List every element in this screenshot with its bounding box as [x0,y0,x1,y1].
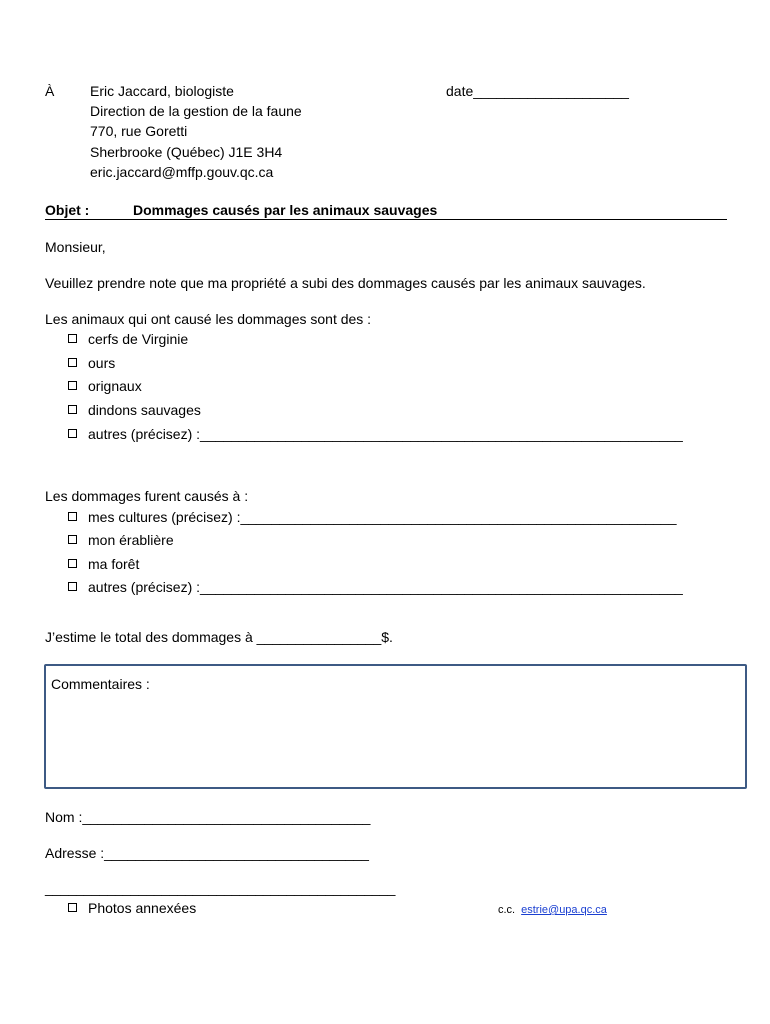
checkbox-icon[interactable] [68,903,77,912]
checkbox-icon[interactable] [68,405,77,414]
checklist-label: cerfs de Virginie [88,331,189,347]
address-line: 770, rue Goretti [90,123,188,139]
address-line: Sherbrooke (Québec) J1E 3H4 [90,144,283,160]
subject-text: Dommages causés par les animaux sauvages [133,202,438,218]
checklist-label: autres (précisez) :______________________________________________________________ [88,426,683,442]
checklist-item[interactable] [68,376,142,396]
checkbox-icon[interactable] [68,512,77,521]
checklist-label: dindons sauvages [88,402,201,418]
checklist-label: mon érablière [88,532,174,548]
checklist-label: ours [88,355,116,371]
intro-paragraph: Veuillez prendre note que ma propriété a subi des dommages causés par les animaux sauvages. [45,275,646,291]
comments-label: Commentaires : [51,676,150,692]
checklist-label: orignaux [88,378,142,394]
checklist-item[interactable] [68,507,677,527]
address-field[interactable]: Adresse :__________________________________ [45,845,369,861]
checklist-item[interactable] [68,530,174,550]
checklist-label: autres (précisez) :______________________________________________________________ [88,579,683,595]
checkbox-icon[interactable] [68,582,77,591]
extra-field-line[interactable]: _____________________________________________ [45,880,396,896]
subject-label: Objet : [45,202,90,218]
cc-email-link[interactable]: estrie@upa.qc.ca [521,904,607,916]
checkbox-icon[interactable] [68,429,77,438]
checklist-item[interactable] [68,400,201,420]
address-line: eric.jaccard@mffp.gouv.qc.ca [90,164,274,180]
checkbox-icon[interactable] [68,358,77,367]
checklist-item[interactable] [68,329,188,349]
checklist-item[interactable] [68,353,115,373]
checklist-item[interactable] [68,554,139,574]
checklist-item[interactable] [68,424,683,444]
checkbox-icon[interactable] [68,559,77,568]
subject-divider [45,219,727,220]
checkbox-icon[interactable] [68,535,77,544]
address-line: Eric Jaccard, biologiste [90,83,234,99]
cc-label: c.c. [498,904,516,916]
photos-item[interactable] [68,898,196,918]
recipient-marker: À [45,83,55,99]
checkbox-icon[interactable] [68,334,77,343]
animals-heading: Les animaux qui ont causé les dommages sont des : [45,311,372,327]
date-field[interactable]: date____________________ [446,83,629,99]
cc-line [498,900,607,920]
salutation: Monsieur, [45,239,106,255]
checklist-item[interactable] [68,577,683,597]
checkbox-icon[interactable] [68,381,77,390]
name-field[interactable]: Nom :_____________________________________ [45,809,371,825]
checklist-label: ma forêt [88,556,140,572]
comments-box[interactable] [44,664,747,789]
damage-heading: Les dommages furent causés à : [45,488,249,504]
damage-estimate[interactable]: J’estime le total des dommages à ________________$. [45,629,393,645]
checklist-label: mes cultures (précisez) :________________________________________________________ [88,509,677,525]
address-line: Direction de la gestion de la faune [90,103,302,119]
photos-label: Photos annexées [88,900,197,916]
